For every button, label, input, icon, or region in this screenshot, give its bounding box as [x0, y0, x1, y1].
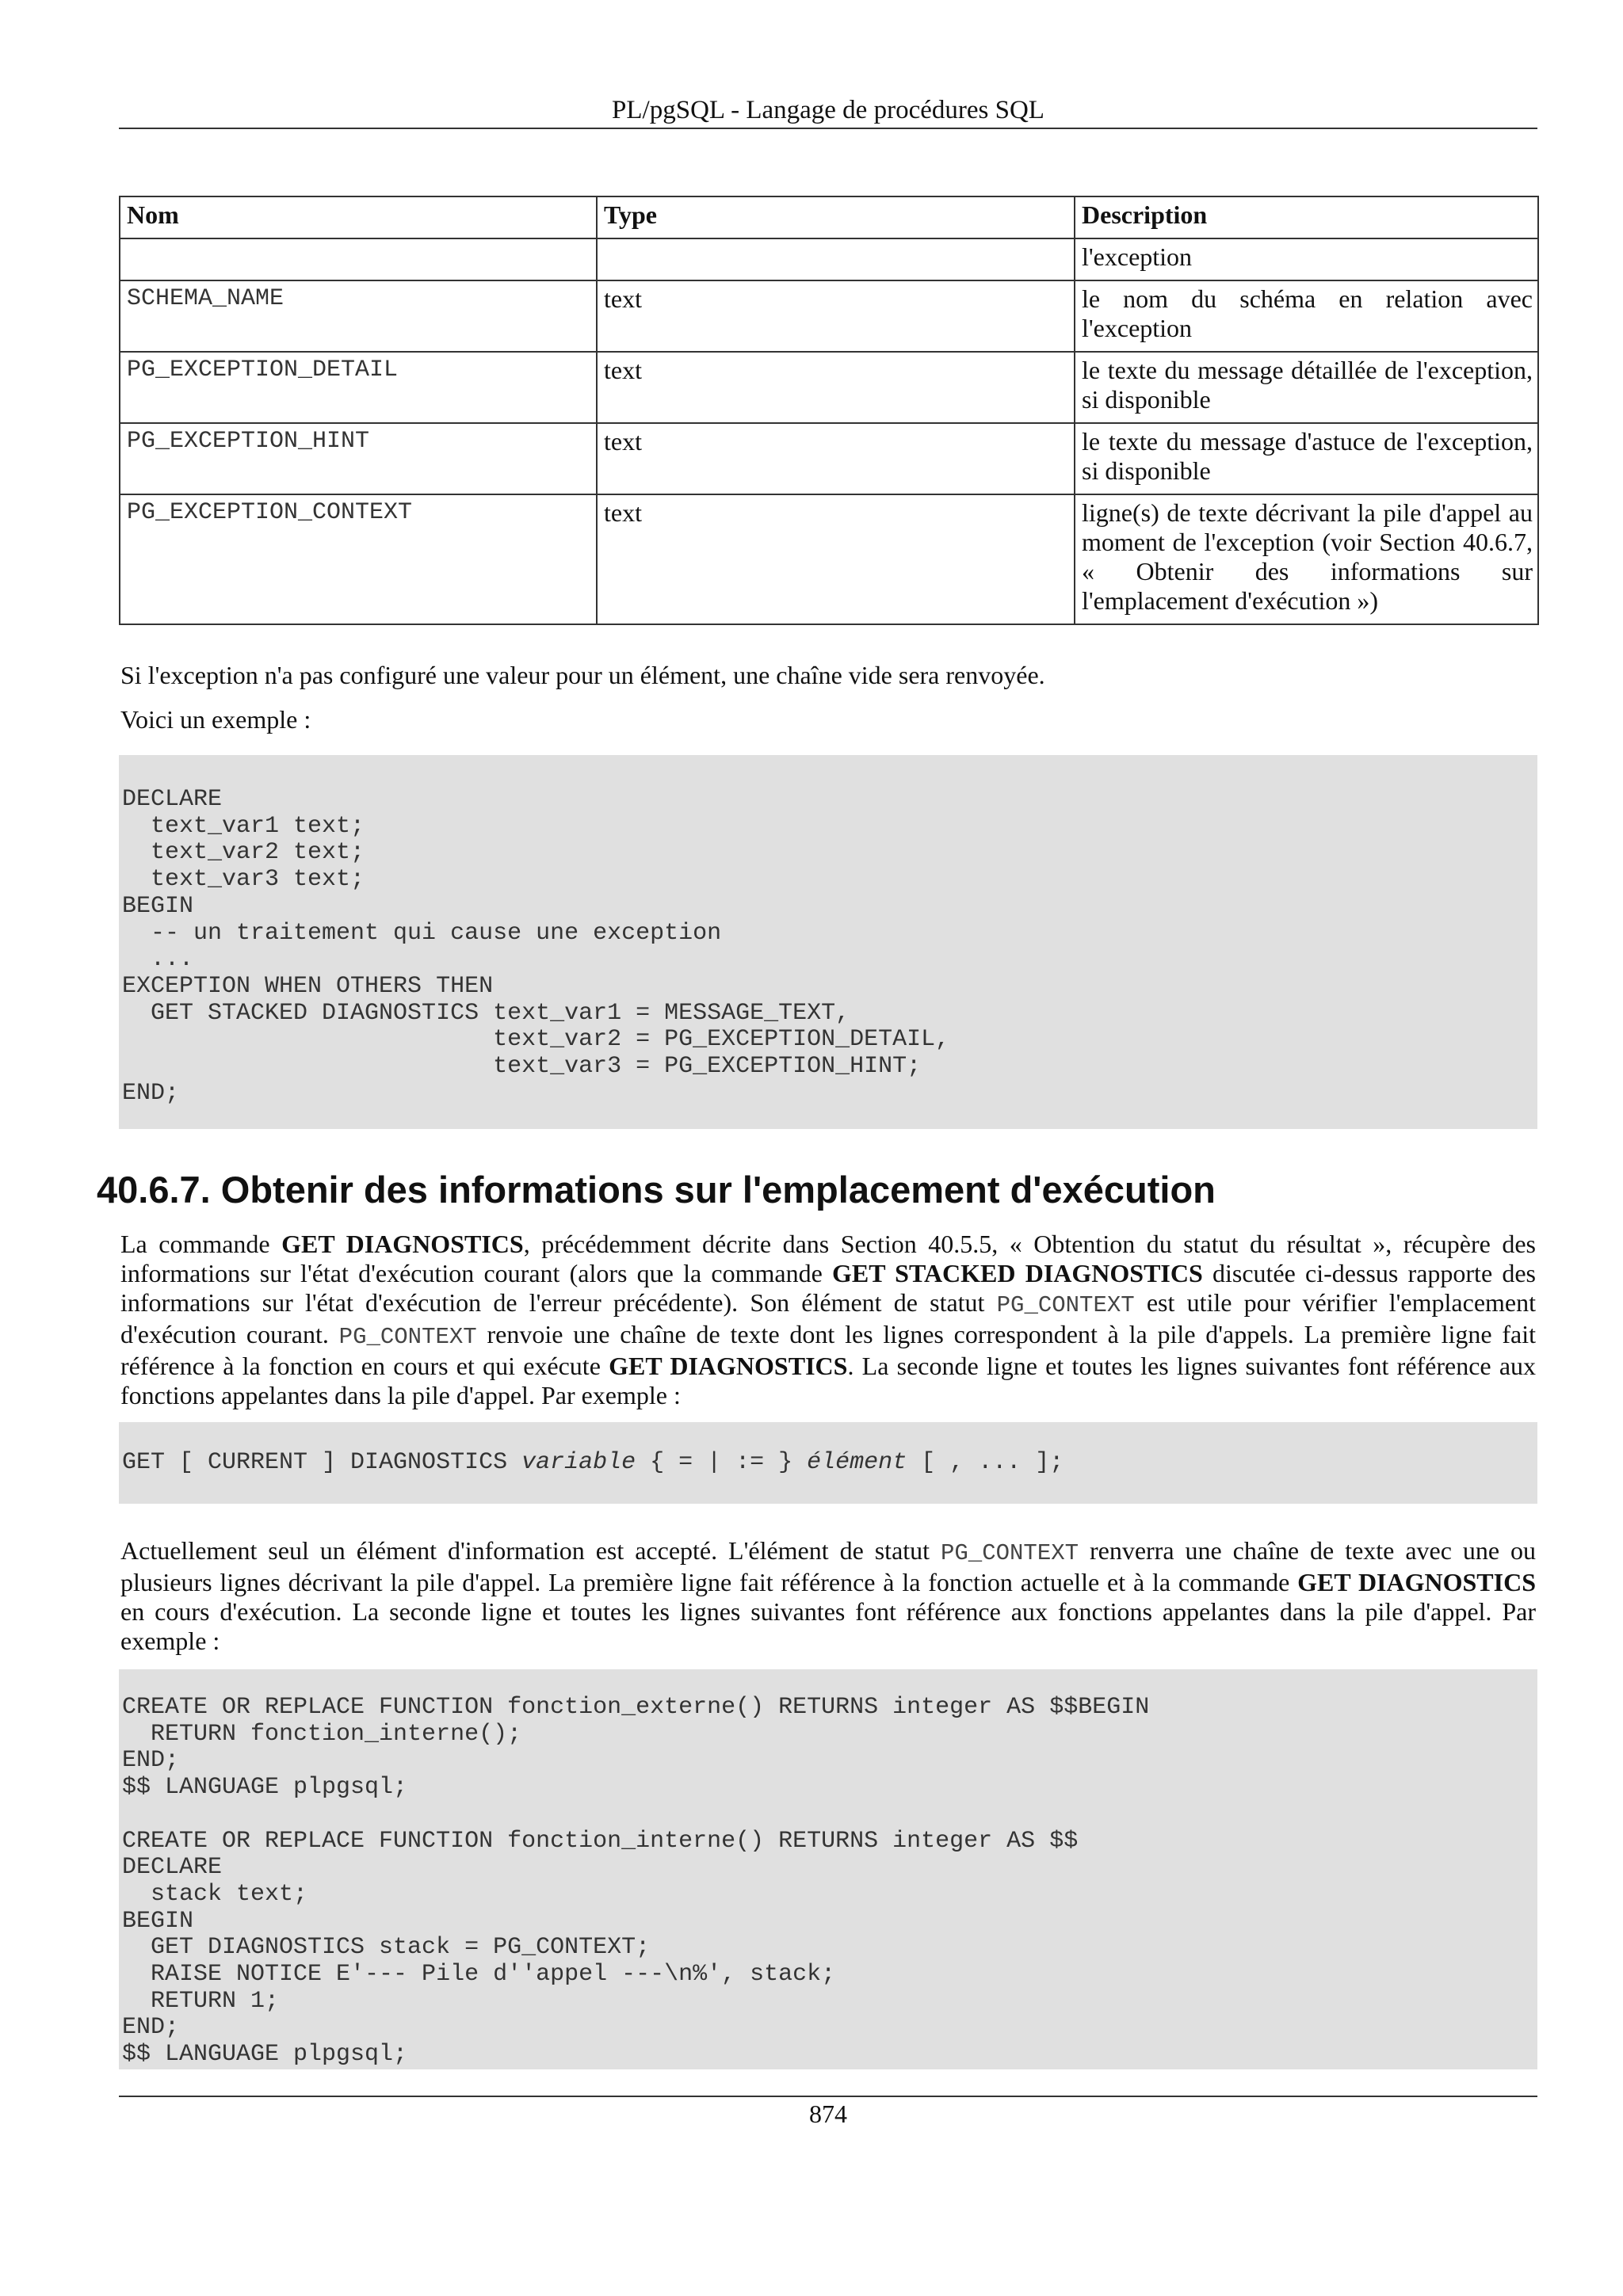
table-cell-name: PG_EXCEPTION_DETAIL: [120, 352, 597, 423]
table-row: [120, 494, 1538, 624]
table-cell-name: PG_EXCEPTION_HINT: [120, 423, 597, 494]
section-title: 40.6.7. Obtenir des informations sur l'emplacement d'exécution: [97, 1169, 1216, 1211]
table-row: [120, 280, 1538, 352]
table-cell-description: le texte du message d'astuce de l'exception, si disponible: [1075, 423, 1538, 494]
syntax-placeholder: variable: [521, 1449, 636, 1476]
syntax-block: GET [ CURRENT ] DIAGNOSTICS variable { = | := } élément [ , ... ];: [119, 1422, 1537, 1504]
inline-code: PG_CONTEXT: [996, 1292, 1135, 1318]
code-example-pg-context: CREATE OR REPLACE FUNCTION fonction_externe() RETURNS integer AS $$BEGIN RETURN fonction_interne(); END; $$ LANGUAGE plpgsql; CREATE OR REPLACE FUNCTION fonction_interne() RETURNS integer AS $$ DECLARE stack text; BEGIN GET DIAGNOSTICS stack = PG_CONTEXT; RAISE NOTICE E'--- Pile d''appel ---\n%', stack; RETURN 1; END; $$ LANGUAGE plpgsql;: [119, 1669, 1537, 2069]
page-header: PL/pgSQL - Langage de procédures SQL: [612, 96, 1044, 124]
table-cell-description: le texte du message détaillée de l'exception, si disponible: [1075, 352, 1538, 423]
empty-string-note: Si l'exception n'a pas configuré une valeur pour un élément, une chaîne vide sera renvoyée.: [120, 661, 1045, 689]
column-header-description: Description: [1075, 196, 1538, 238]
table-cell-name: PG_EXCEPTION_CONTEXT: [120, 494, 597, 624]
command-name: GET DIAGNOSTICS: [1297, 1568, 1537, 1596]
inline-code: PG_CONTEXT: [338, 1324, 477, 1350]
table-cell-description: l'exception: [1075, 238, 1538, 280]
footer-divider: [119, 2096, 1537, 2097]
table-row: [120, 352, 1538, 423]
code-example-stacked-diagnostics: DECLARE text_var1 text; text_var2 text; text_var3 text; BEGIN -- un traitement qui cause une exception ... EXCEPTION WHEN OTHERS THEN GET STACKED DIAGNOSTICS text_var1 = MESSAGE_TEXT, text_var2 = PG_EXCEPTION_DETAIL, text_var3 = PG_EXCEPTION_HINT; END;: [119, 755, 1537, 1129]
table-row: [120, 238, 1538, 280]
inline-code: PG_CONTEXT: [941, 1540, 1079, 1566]
table-cell-description: le nom du schéma en relation avec l'exception: [1075, 280, 1538, 352]
table-cell-type: text: [597, 494, 1075, 624]
section-intro-paragraph: La commande GET DIAGNOSTICS, précédemment décrite dans Section 40.5.5, « Obtention du statut du résultat », récupère des informations sur l'état d'exécution courant (alors que la commande GET STACKED DIAGNOSTICS discutée ci-dessus rapporte des informations sur l'état d'exécution de l'erreur précédente). Son élément de statut PG_CONTEXT est utile pour vérifier l'emplacement d'exécution courant. PG_CONTEXT renvoie une chaîne de texte dont les lignes correspondent à la pile d'appels. La première ligne fait référence à la fonction en cours et qui exécute GET DIAGNOSTICS. La seconde ligne et toutes les lignes suivantes font référence aux fonctions appelantes dans la pile d'appel. Par exemple :: [120, 1230, 1537, 1409]
diagnostics-items-table: [119, 196, 1539, 625]
table-cell-description: ligne(s) de texte décrivant la pile d'appel au moment de l'exception (voir Section 40.6.7, « Obtenir des informations sur l'emplacement d'exécution »): [1075, 494, 1538, 624]
table-header-row: [120, 196, 1538, 238]
command-name: GET DIAGNOSTICS: [281, 1230, 524, 1258]
pg-context-paragraph: Actuellement seul un élément d'information est accepté. L'élément de statut PG_CONTEXT renverra une chaîne de texte avec une ou plusieurs lignes décrivant la pile d'appel. La première ligne fait référence à la fonction actuelle et à la commande GET DIAGNOSTICS en cours d'exécution. La seconde ligne et toutes les lignes suivantes font référence aux fonctions appelantes dans la pile d'appel. Par exemple :: [120, 1536, 1537, 1655]
header-divider: [119, 128, 1537, 129]
table-cell-type: text: [597, 280, 1075, 352]
column-header-type: Type: [597, 196, 1075, 238]
table-cell-type: [597, 238, 1075, 280]
command-name: GET STACKED DIAGNOSTICS: [831, 1259, 1203, 1287]
syntax-placeholder: élément: [807, 1449, 907, 1476]
table-cell-type: text: [597, 423, 1075, 494]
example-intro: Voici un exemple :: [120, 705, 311, 734]
table-cell-type: text: [597, 352, 1075, 423]
command-name: GET DIAGNOSTICS: [609, 1352, 848, 1380]
table-cell-name: [120, 238, 597, 280]
column-header-name: Nom: [120, 196, 597, 238]
page-number: 874: [809, 2100, 847, 2128]
table-row: [120, 423, 1538, 494]
table-cell-name: SCHEMA_NAME: [120, 280, 597, 352]
